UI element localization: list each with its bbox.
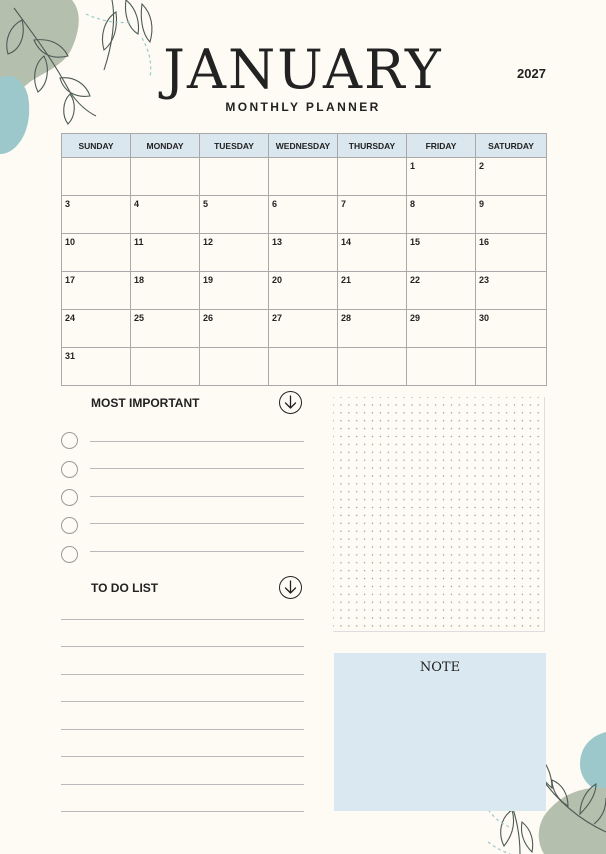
day-cell: 27	[269, 310, 338, 348]
weekday-header: TUESDAY	[200, 134, 269, 158]
day-cell: 18	[131, 272, 200, 310]
day-cell: 4	[131, 196, 200, 234]
weekday-header: THURSDAY	[338, 134, 407, 158]
todo-line[interactable]	[61, 756, 304, 757]
weekday-header: SUNDAY	[62, 134, 131, 158]
todo-line[interactable]	[61, 674, 304, 675]
calendar-week-row	[62, 348, 547, 386]
day-cell: 11	[131, 234, 200, 272]
day-cell	[338, 158, 407, 196]
dot-grid-notes-area[interactable]	[333, 397, 545, 632]
day-cell: 30	[476, 310, 547, 348]
weekday-header: WEDNESDAY	[269, 134, 338, 158]
todo-line[interactable]	[61, 729, 304, 730]
day-cell: 12	[200, 234, 269, 272]
day-cell	[476, 348, 547, 386]
priority-line[interactable]	[90, 551, 304, 552]
day-cell: 9	[476, 196, 547, 234]
calendar-week-row	[62, 158, 547, 196]
day-cell: 31	[62, 348, 131, 386]
day-cell: 5	[200, 196, 269, 234]
todo-line[interactable]	[61, 811, 304, 812]
priority-line[interactable]	[90, 523, 304, 524]
todo-line[interactable]	[61, 784, 304, 785]
day-cell	[338, 348, 407, 386]
year-label: 2027	[517, 66, 546, 81]
day-cell: 17	[62, 272, 131, 310]
day-cell: 13	[269, 234, 338, 272]
weekday-header-row	[62, 134, 547, 158]
month-title: JANUARY	[163, 38, 443, 101]
day-cell: 2	[476, 158, 547, 196]
day-cell: 15	[407, 234, 476, 272]
note-title: NOTE	[419, 660, 461, 675]
day-cell	[269, 348, 338, 386]
calendar-week-row	[62, 272, 547, 310]
priority-line[interactable]	[90, 496, 304, 497]
day-cell: 25	[131, 310, 200, 348]
day-cell	[131, 348, 200, 386]
calendar-grid	[61, 133, 547, 386]
weekday-header: FRIDAY	[407, 134, 476, 158]
day-cell: 1	[407, 158, 476, 196]
most-important-title: MOST IMPORTANT	[91, 396, 200, 410]
day-cell: 3	[62, 196, 131, 234]
priority-checkbox[interactable]	[61, 546, 78, 563]
priority-line[interactable]	[90, 441, 304, 442]
todo-line[interactable]	[61, 701, 304, 702]
todo-list-title: TO DO LIST	[91, 581, 159, 595]
day-cell	[200, 158, 269, 196]
todo-line[interactable]	[61, 619, 304, 620]
priority-checkbox[interactable]	[61, 432, 78, 449]
day-cell: 10	[62, 234, 131, 272]
day-cell: 23	[476, 272, 547, 310]
day-cell: 28	[338, 310, 407, 348]
arrow-down-circle-icon	[279, 391, 302, 414]
day-cell	[200, 348, 269, 386]
day-cell: 21	[338, 272, 407, 310]
calendar-week-row	[62, 310, 547, 348]
priority-checkbox[interactable]	[61, 461, 78, 478]
todo-line[interactable]	[61, 646, 304, 647]
day-cell	[407, 348, 476, 386]
day-cell: 8	[407, 196, 476, 234]
day-cell	[131, 158, 200, 196]
arrow-down-circle-icon	[279, 576, 302, 599]
day-cell: 6	[269, 196, 338, 234]
calendar-week-row	[62, 196, 547, 234]
day-cell: 20	[269, 272, 338, 310]
note-box[interactable]	[334, 653, 546, 811]
day-cell: 14	[338, 234, 407, 272]
day-cell: 16	[476, 234, 547, 272]
day-cell: 26	[200, 310, 269, 348]
day-cell: 29	[407, 310, 476, 348]
day-cell: 24	[62, 310, 131, 348]
day-cell: 22	[407, 272, 476, 310]
calendar-week-row	[62, 234, 547, 272]
day-cell: 7	[338, 196, 407, 234]
priority-checkbox[interactable]	[61, 489, 78, 506]
priority-checkbox[interactable]	[61, 517, 78, 534]
day-cell	[62, 158, 131, 196]
weekday-header: SATURDAY	[476, 134, 547, 158]
day-cell: 19	[200, 272, 269, 310]
weekday-header: MONDAY	[131, 134, 200, 158]
priority-line[interactable]	[90, 468, 304, 469]
day-cell	[269, 158, 338, 196]
planner-subtitle: MONTHLY PLANNER	[225, 100, 381, 114]
